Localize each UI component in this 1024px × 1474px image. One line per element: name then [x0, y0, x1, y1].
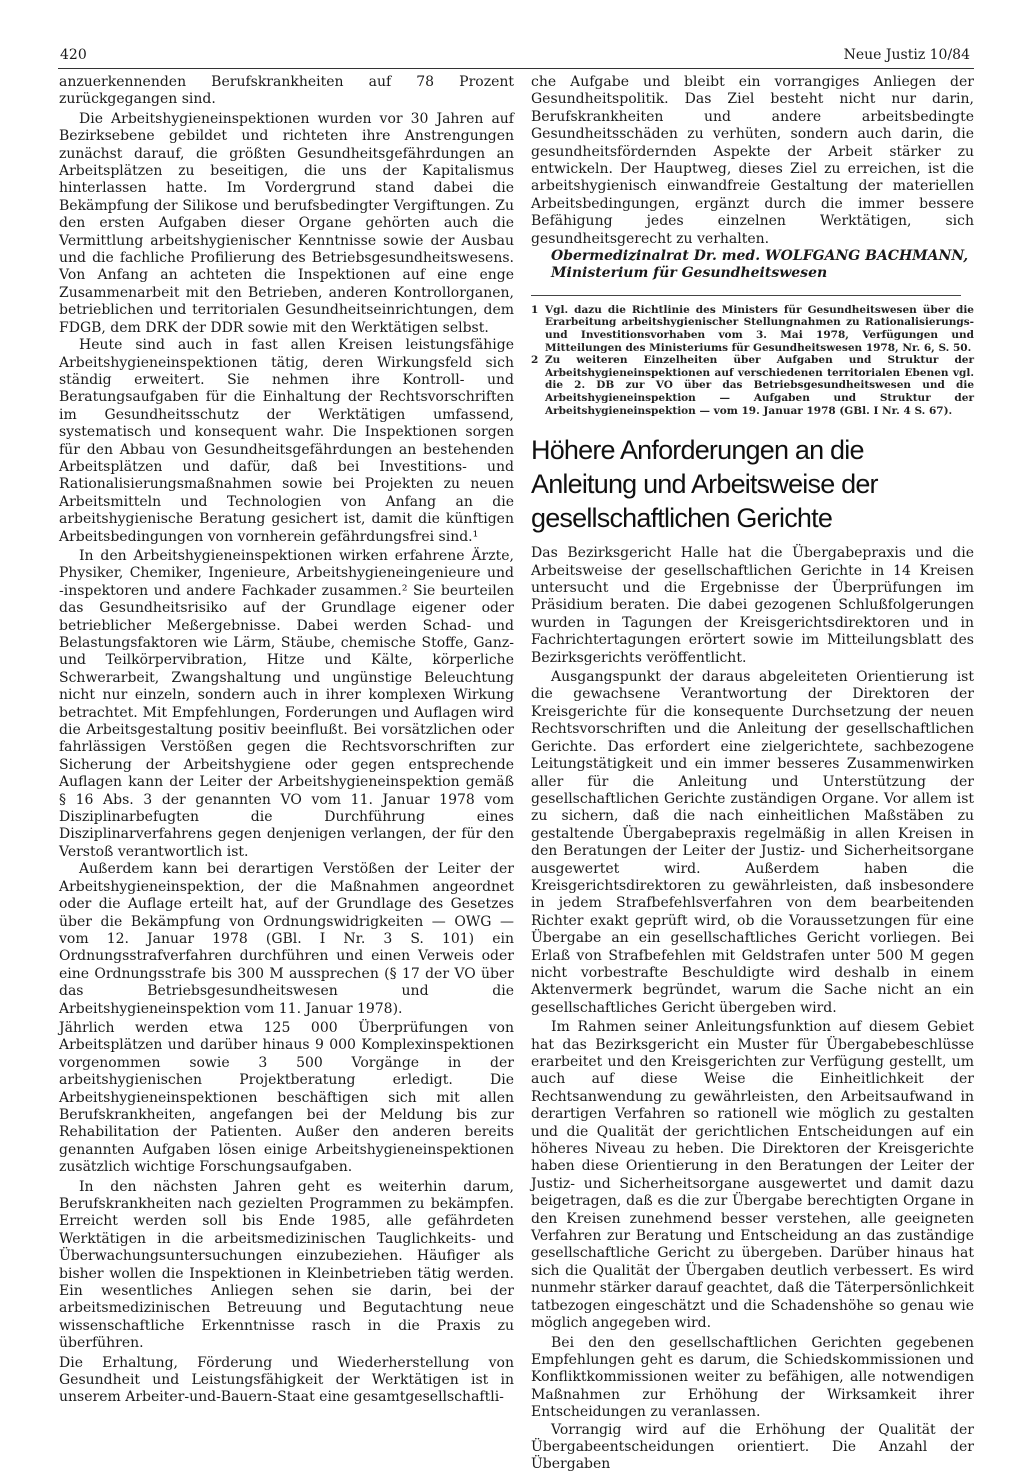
paragraph: In den nächsten Jahren geht es weiterhin darum, Berufskrankheiten nach gezielten Programmen zu bekämpfen. Erreicht werden soll bis Ende 1985, alle gefährdeten Werktätigen in die arbeitsmedizinischen Tauglichkeits- und Überwachungsuntersuchungen einzubeziehen. Häufiger als bisher wollen die Inspektionen in Kleinbetrieben tätig werden. Ein wesentliches Anliegen sehen sie darin, bei der arbeitsmedizinischen Betreuung und Begutachtung neue wissenschaftliche Erkenntnisse rasch in die Praxis zu überführen.	[59, 1178, 514, 1352]
paragraph: Außerdem kann bei derartigen Verstößen der Leiter der Arbeitshygieneinspektion, der die Maßnahmen angeordnet oder die Auflage erteilt hat, auf der Grundlage des Gesetzes über die Bekämpfung von Ordnungswidrigkeiten — OWG — vom 12. Januar 1978 (GBl. I Nr. 3 S. 101) ein Ordnungsstrafverfahren durchführen und einen Verweis oder eine Ordnungsstrafe bis 300 M aussprechen (§ 17 der VO über das Betriebsgesundheitswesen und die Arbeitshygieneinspektion vom 11. Januar 1978).	[59, 861, 514, 1017]
footnote-number: 2	[531, 354, 539, 367]
footnote-rule	[531, 295, 961, 296]
paragraph: Jährlich werden etwa 125 000 Überprüfungen von Arbeitsplätzen und darüber hinaus 9 000 Komplexinspektionen vorgenommen sowie 3 500 Vorgänge in der arbeitshygienischen Projektberatung erledigt. Die Arbeitshygieneinspektionen beschäftigen sich mit allen Berufskrankheiten, angefangen bei der Meldung bis zur Rehabilitation der Patienten. Außer den anderen bereits genannten Aufgaben lösen einige Arbeitshygieneinspektionen zusätzlich wichtige Forschungsaufgaben.	[59, 1019, 514, 1176]
article-headline: Höhere Anforderungen an die Anleitung und Arbeitsweise der gesellschaftlichen Gerichte	[531, 435, 878, 534]
paragraph: anzuerkennenden Berufskrankheiten auf 78 Prozent zurückgegangen sind.	[59, 74, 514, 108]
page-number: 420	[60, 47, 87, 63]
author-affiliation: Ministerium für Gesundheitswesen	[551, 265, 828, 282]
paragraph: Im Rahmen seiner Anleitungsfunktion auf diesem Gebiet hat das Bezirksgericht ein Muster für Übergabebeschlüsse erarbeitet und den Kreisgerichten zur Verfügung gestellt, um auch auf diese Weise die Einheitlichkeit der Rechtsanwendung zu gewährleisten, den Arbeitsaufwand in derartigen Verfahren so rationell wie möglich zu gestalten und die Qualität der gerichtlichen Entscheidungen auf ein höheres Niveau zu heben. Die Direktoren der Kreisgerichte haben diese Orientierung in den Beratungen der Leiter der Justiz- und Sicherheitsorgane ausgewertet und damit dazu beigetragen, daß es die zur Übergabe berechtigten Organe in den Kreisen zunehmend besser verstehen, alle geeigneten Verfahren zur Beratung und Entscheidung an das zuständige gesellschaftliche Gericht zu übergeben. Darüber hinaus hat sich die Qualität der Übergaben deutlich verbessert. Es wird nunmehr stärker darauf geachtet, daß die Täterpersönlichkeit tatbezogen eingeschätzt und die Schadenshöhe so genau wie möglich angegeben wird.	[531, 1019, 974, 1332]
paragraph: Bei den den gesellschaftlichen Gerichten gegebenen Empfehlungen geht es darum, die Schiedskommissionen und Konfliktkommissionen weiter zu befähigen, alle notwendigen Maßnahmen zur Erhöhung der Wirksamkeit ihrer Entscheidungen zu veranlassen.	[531, 1334, 974, 1421]
paragraph: Das Bezirksgericht Halle hat die Übergabepraxis und die Arbeitsweise der gesellschaftlichen Gerichte in 14 Kreisen untersucht und die Ergebnisse der Überprüfungen im Präsidium beraten. Die dabei gezogenen Schlußfolgerungen wurden in Tagungen der Kreisgerichtsdirektoren und in Fachrichtertagungen erörtert sowie im Mitteilungsblatt des Bezirksgerichts veröffentlicht.	[531, 545, 974, 666]
paragraph: Die Arbeitshygieneinspektionen wurden vor 30 Jahren auf Bezirksebene gebildet und richteten ihre Anstrengungen zunächst darauf, die größten Gesundheitsgefährdungen an Arbeitsplätzen zu beseitigen, die uns der Kapitalismus hinterlassen hatte. Im Vordergrund stand dabei die Bekämpfung der Silikose und berufsbedingter Vergiftungen. Zu den ersten Aufgaben dieser Organe gehörten auch die Vermittlung arbeitshygienischer Kenntnisse sowie der Ausbau und die fachliche Profilierung des Betriebsgesundheitswesens. Von Anfang an achteten die Inspektionen auf eine enge Zusammenarbeit mit den Betrieben, anderen Kontrollorganen, betrieblichen und territorialen Gesundheitseinrichtungen, dem FDGB, dem DRK der DDR sowie mit den Werktätigen selbst.	[59, 110, 514, 336]
right-column	[531, 74, 974, 1474]
paragraph: Vorrangig wird auf die Erhöhung der Qualität der Übergabeentscheidungen orientiert. Die Anzahl der Übergaben	[531, 1421, 974, 1473]
paragraph: In den Arbeitshygieneinspektionen wirken erfahrene Ärzte, Physiker, Chemiker, Ingenieure, Arbeitshygieneingenieure und -inspektoren und andere Fachkader zusammen.² Sie beurteilen das Gesundheitsrisiko auf der Grundlage eigener oder betrieblicher Meßergebnisse. Dabei werden Schad- und Belastungsfaktoren wie Lärm, Stäube, chemische Stoffe, Ganz- und Teilkörpervibration, Hitze und Kälte, körperliche Schwerarbeit, Zwangshaltung und ungünstige Beleuchtung nicht nur einzeln, sondern auch in ihrer komplexen Wirkung betrachtet. Mit Empfehlungen, Forderungen und Auflagen wird die Arbeitsgestaltung positiv beeinflußt. Bei vorsätzlichen oder fahrlässigen Verstößen gegen die Rechtsvorschriften zur Sicherung der Arbeitshygiene oder gegen entsprechende Auflagen kann der Leiter der Arbeitshygieneinspektion gemäß § 16 Abs. 3 der genannten VO vom 11. Januar 1978 vom Disziplinarbefugten die Durchführung eines Disziplinarverfahrens gegen denjenigen verlangen, der für den Verstoß verantwortlich ist.	[59, 547, 514, 860]
left-column	[59, 74, 514, 1407]
journal-issue: Neue Justiz 10/84	[843, 47, 970, 63]
paragraph: Ausgangspunkt der daraus abgeleiteten Orientierung ist die gewachsene Verantwortung der Direktoren der Kreisgerichte für die konsequente Durchsetzung der neuen Rechtsvorschriften und die Anleitung der gesellschaftlichen Gerichte. Das erfordert eine zielgerichtete, sachbezogene Leitungstätigkeit und ein immer besseres Zusammenwirken aller für die Anleitung und Unterstützung der gesellschaftlichen Gerichte zuständigen Organe. Vor allem ist zu sichern, daß die nach einheitlichen Maßstäben zu gestaltende Übergabepraxis regelmäßig in allen Kreisen in den Beratungen der Leiter der Justiz- und Sicherheitsorgane ausgewertet wird. Außerdem haben die Kreisgerichtsdirektoren zu gewährleisten, daß insbesondere in jedem Strafbefehlsverfahren von dem bearbeitenden Richter exakt geprüft wird, ob die Voraussetzungen für eine Übergabe an ein gesellschaftliches Gericht vorliegen. Bei Erlaß von Strafbefehlen mit Geldstrafen unter 500 M gegen nicht vorbestrafte Beschuldigte wird deshalb in einem Aktenvermerk begründet, warum die Sache nicht an ein gesellschaftliches Gericht übergeben wird.	[531, 669, 974, 1016]
page-header	[60, 47, 970, 67]
footnote-text: Zu weiteren Einzelheiten über Aufgaben und Struktur der Arbeitshygieneinspektionen auf verschiedenen territorialen Ebenen vgl. die 2. DB zur VO über das Betriebsgesundheitswesen und die Arbeitshygieneinspektion — Aufgaben und Struktur der Arbeitshygieneinspektion — vom 19. Januar 1978 (GBl. I Nr. 4 S. 67).	[545, 354, 974, 417]
paragraph-continuation: che Aufgabe und bleibt ein vorrangiges Anliegen der Gesundheitspolitik. Das Ziel besteht nicht nur darin, Berufskrankheiten und andere arbeitsbedingte Gesundheitsschäden zu verhüten, sondern auch darin, die gesundheitsfördernden Aspekte der Arbeit stärker zu entwickeln. Der Hauptweg, dieses Ziel zu erreichen, ist die arbeitshygienisch einwandfreie Gestaltung der materiellen Arbeitsbedingungen, ergänzt durch die immer bessere Befähigung jedes einzelnen Werktätigen, sich gesundheitsgerecht zu verhalten.	[531, 74, 974, 247]
paragraph: Die Erhaltung, Förderung und Wiederherstellung von Gesundheit und Leistungsfähigkeit der Werktätigen ist in unserem Arbeiter-und-Bauern-Staat eine gesamtgesellschaftli-	[59, 1354, 514, 1406]
footnotes	[531, 304, 974, 417]
header-rule	[58, 68, 974, 69]
paragraph: Heute sind auch in fast allen Kreisen leistungsfähige Arbeitshygieneinspektionen tätig, deren Wirkungsfeld sich ständig erweitert. Sie nehmen ihre Kontroll- und Beratungsaufgaben für die Einhaltung der Rechtsvorschriften im Gesundheitsschutz der Werktätigen umfassend, systematisch und konsequent wahr. Die Inspektionen sorgen für den Abbau von Gesundheitsgefährdungen an bestehenden Arbeitsplätzen und dafür, daß bei Investitions- und Rationalisierungsmaßnahmen sowie bei Projekten zu neuen Arbeitsmitteln und Technologien von Anfang an die arbeitshygienische Beratung gesichert ist, damit die künftigen Arbeitsbedingungen von vornherein gefährdungsfrei sind.¹	[59, 337, 514, 545]
footnote	[531, 354, 974, 417]
author-signature: Obermedizinalrat Dr. med. WOLFGANG BACHMANN,	[551, 248, 969, 265]
footnote-number: 1	[531, 303, 539, 316]
footnote	[531, 304, 974, 354]
footnote-text: Vgl. dazu die Richtlinie des Ministers für Gesundheitswesen über die Erarbeitung arbeitshygienischer Stellungnahmen zu Rationalisierungs- und Investitionsvorhaben vom 3. Mai 1978, Verfügungen und Mitteilungen des Ministeriums für Gesundheitswesen 1978, Nr. 6, S. 50.	[545, 303, 974, 354]
